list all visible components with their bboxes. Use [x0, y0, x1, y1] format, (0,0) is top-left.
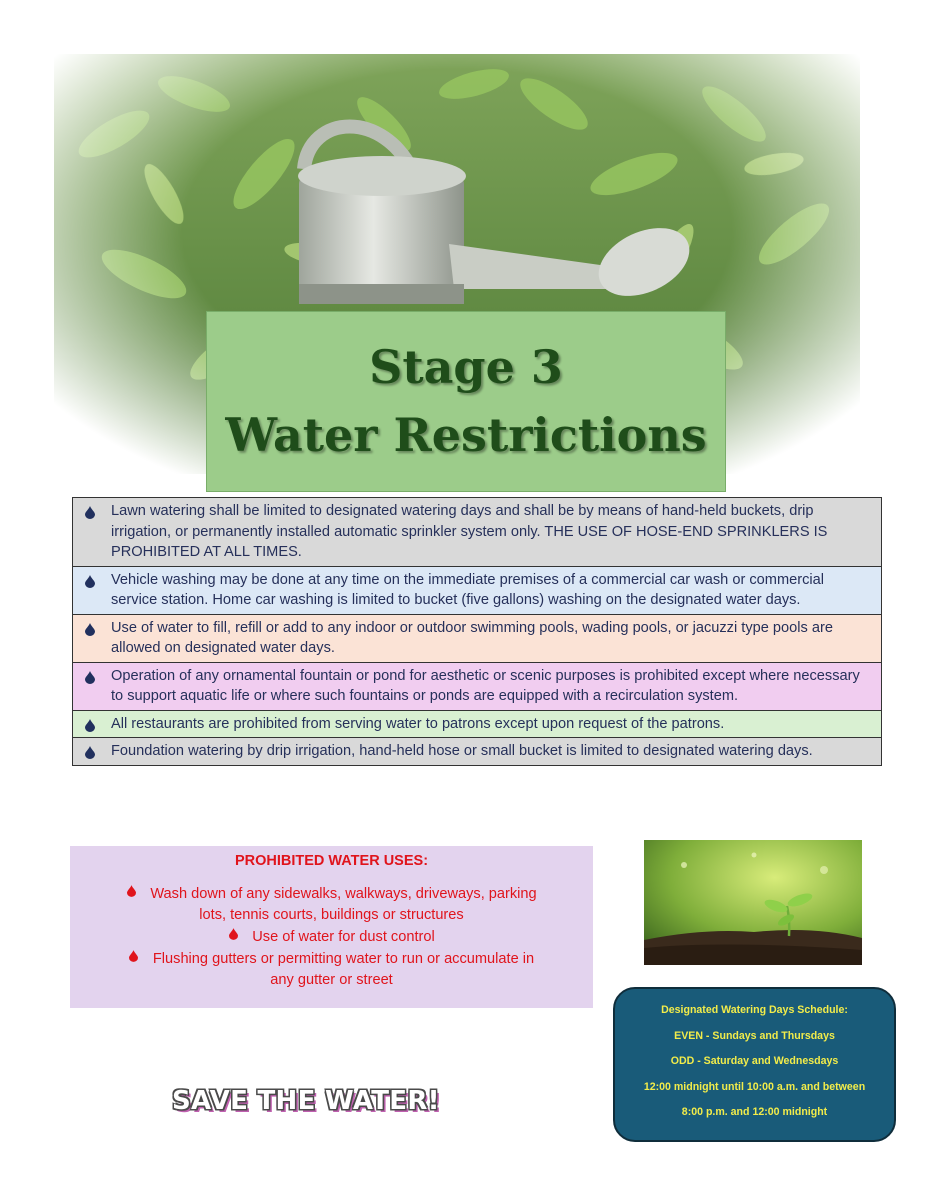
restriction-text: Operation of any ornamental fountain or pond for aesthetic or scenic purposes is prohibited except where necessary to support aquatic life or where such fountains or ponds are equipped with a recirculation system.	[111, 667, 860, 704]
restriction-row	[73, 567, 881, 615]
schedule-hours-1: 12:00 midnight until 10:00 a.m. and between	[643, 1080, 866, 1093]
restriction-text: Foundation watering by drip irrigation, hand-held hose or small bucket is limited to designated watering days.	[111, 743, 813, 759]
prohibited-item-line: any gutter or street	[270, 972, 393, 988]
water-drop-icon	[85, 618, 111, 636]
water-drop-icon	[85, 570, 111, 588]
red-drop-icon	[228, 926, 238, 947]
restriction-row	[73, 615, 881, 663]
prohibited-item-line: lots, tennis courts, buildings or structures	[199, 907, 464, 923]
restriction-text: All restaurants are prohibited from serving water to patrons except upon request of the patrons.	[111, 715, 725, 732]
save-the-water-slogan: SAVE THE WATER!	[172, 1086, 440, 1116]
schedule-odd: ODD - Saturday and Wednesdays	[670, 1055, 839, 1067]
schedule-title: Designated Watering Days Schedule:	[661, 1004, 848, 1016]
prohibited-item	[70, 948, 593, 991]
restriction-row	[73, 498, 881, 567]
restriction-row	[73, 663, 881, 711]
prohibited-uses-box	[70, 846, 593, 1008]
prohibited-item-line: Flushing gutters or permitting water to run or accumulate in	[152, 951, 535, 967]
restriction-row	[73, 738, 881, 765]
restriction-text: Lawn watering shall be limited to designated watering days and shall be by means of hand-held buckets, drip irrigation, or permanently installed automatic sprinkler system only. THE USE OF HOSE-END SPRINKLERS IS PROHIBITED AT ALL TIMES.	[111, 503, 828, 560]
water-drop-icon	[85, 714, 111, 732]
prohibited-item-line: Use of water for dust control	[252, 929, 435, 945]
title-stage: Stage 3	[369, 340, 563, 394]
water-drop-icon	[85, 741, 111, 759]
schedule-even: EVEN - Sundays and Thursdays	[674, 1029, 835, 1042]
seedling-photo	[644, 840, 862, 965]
title-water-restrictions: Water Restrictions	[225, 407, 707, 462]
prohibited-item-line: Wash down of any sidewalks, walkways, driveways, parking	[150, 886, 537, 902]
restrictions-list	[72, 497, 882, 766]
restriction-text: Use of water to fill, refill or add to any indoor or outdoor swimming pools, wading pools, or jacuzzi type pools are allowed on designated water days.	[111, 619, 833, 656]
schedule-hours-2: 8:00 p.m. and 12:00 midnight	[681, 1106, 828, 1118]
restriction-row	[73, 711, 881, 739]
red-drop-icon	[129, 948, 139, 969]
prohibited-item	[70, 926, 593, 948]
prohibited-item	[70, 883, 593, 926]
restriction-text: Vehicle washing may be done at any time on the immediate premises of a commercial car wash or commercial service station. Home car washing is limited to bucket (five gallons) washing on the designated water days.	[111, 571, 824, 608]
red-drop-icon	[126, 883, 136, 904]
title-box	[206, 311, 726, 492]
prohibited-title: PROHIBITED WATER USES:	[234, 853, 429, 869]
watering-schedule-box	[613, 987, 896, 1142]
water-drop-icon	[85, 666, 111, 684]
water-drop-icon	[85, 501, 111, 519]
